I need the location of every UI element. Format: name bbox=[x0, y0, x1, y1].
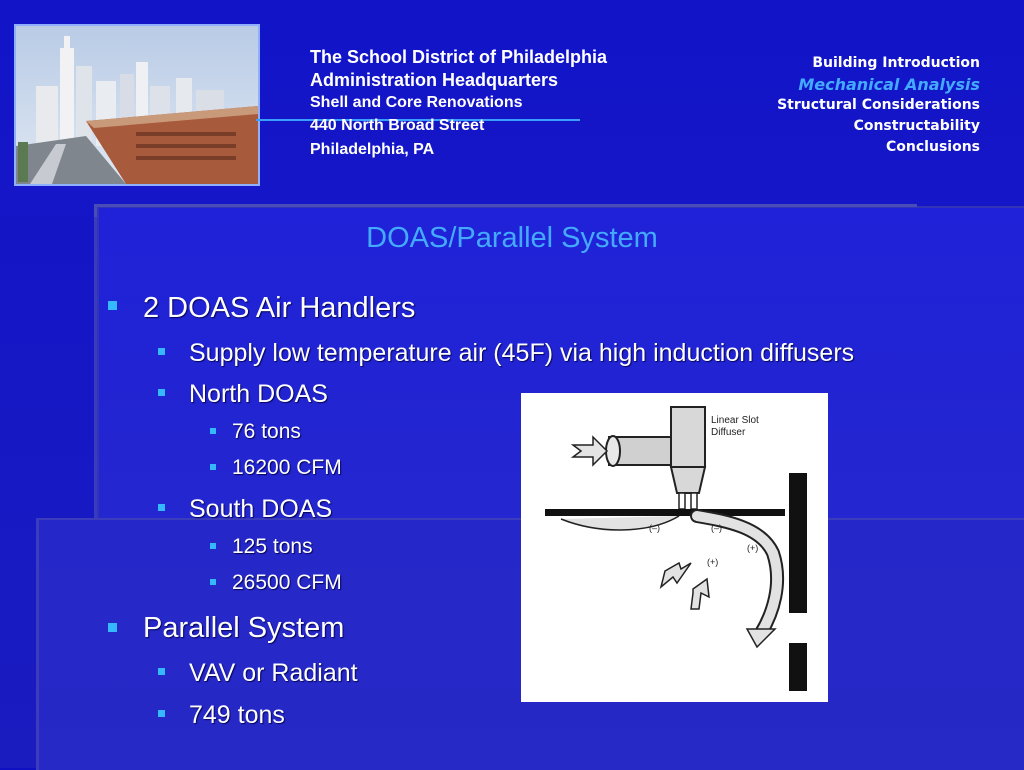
panel-border bbox=[94, 204, 917, 217]
bullet-marker-icon bbox=[210, 579, 216, 585]
pressure-negative-right: (–) bbox=[711, 523, 722, 533]
bullet-marker-icon bbox=[210, 428, 216, 434]
building-photo bbox=[14, 24, 260, 186]
bullet-level-2: Supply low temperature air (45F) via high induction diffusers bbox=[189, 339, 855, 367]
bullet-level-3: 76 tons bbox=[232, 420, 301, 443]
nav-item-structural-considerations[interactable]: Structural Considerations bbox=[777, 97, 980, 113]
section-nav bbox=[777, 53, 980, 158]
bullet-level-2: 749 tons bbox=[189, 701, 285, 729]
org-name: The School District of Philadelphia bbox=[310, 47, 608, 67]
diffuser-diagram bbox=[521, 393, 828, 702]
bullet-level-2: North DOAS bbox=[189, 380, 328, 408]
bullet-level-3: 26500 CFM bbox=[232, 571, 342, 594]
diffuser-label-line2: Diffuser bbox=[711, 427, 746, 438]
bullet-marker-icon bbox=[158, 710, 165, 717]
bullet-level-1: 2 DOAS Air Handlers bbox=[143, 292, 416, 324]
slide-title: DOAS/Parallel System bbox=[366, 222, 658, 254]
bullet-marker-icon bbox=[158, 504, 165, 511]
bullet-marker-icon bbox=[158, 668, 165, 675]
bullet-marker-icon bbox=[108, 623, 117, 632]
street-address: 440 North Broad Street bbox=[310, 117, 485, 134]
pressure-positive-right: (+) bbox=[747, 543, 759, 553]
pressure-negative-left: (–) bbox=[649, 523, 660, 533]
nav-item-mechanical-analysis[interactable]: Mechanical Analysis bbox=[798, 75, 980, 94]
bullet-level-1: Parallel System bbox=[143, 612, 345, 644]
bullet-marker-icon bbox=[108, 301, 117, 310]
diffuser-label-line1: Linear Slot bbox=[711, 415, 759, 426]
bullet-marker-icon bbox=[158, 389, 165, 396]
nav-item-conclusions[interactable]: Conclusions bbox=[886, 139, 980, 155]
bullet-level-3: 125 tons bbox=[232, 535, 313, 558]
nav-item-building-introduction[interactable]: Building Introduction bbox=[812, 55, 980, 71]
bullet-level-2: South DOAS bbox=[189, 495, 333, 523]
bullet-level-3: 16200 CFM bbox=[232, 456, 342, 479]
city-state: Philadelphia, PA bbox=[310, 141, 435, 158]
project-name: Shell and Core Renovations bbox=[310, 94, 523, 111]
pressure-positive-center: (+) bbox=[707, 557, 719, 567]
nav-item-constructability[interactable]: Constructability bbox=[853, 118, 980, 134]
project-header bbox=[310, 46, 607, 162]
bullet-level-2: VAV or Radiant bbox=[189, 659, 358, 687]
bullet-marker-icon bbox=[158, 348, 165, 355]
bullet-marker-icon bbox=[210, 543, 216, 549]
bullet-marker-icon bbox=[210, 464, 216, 470]
building-name: Administration Headquarters bbox=[310, 70, 559, 90]
